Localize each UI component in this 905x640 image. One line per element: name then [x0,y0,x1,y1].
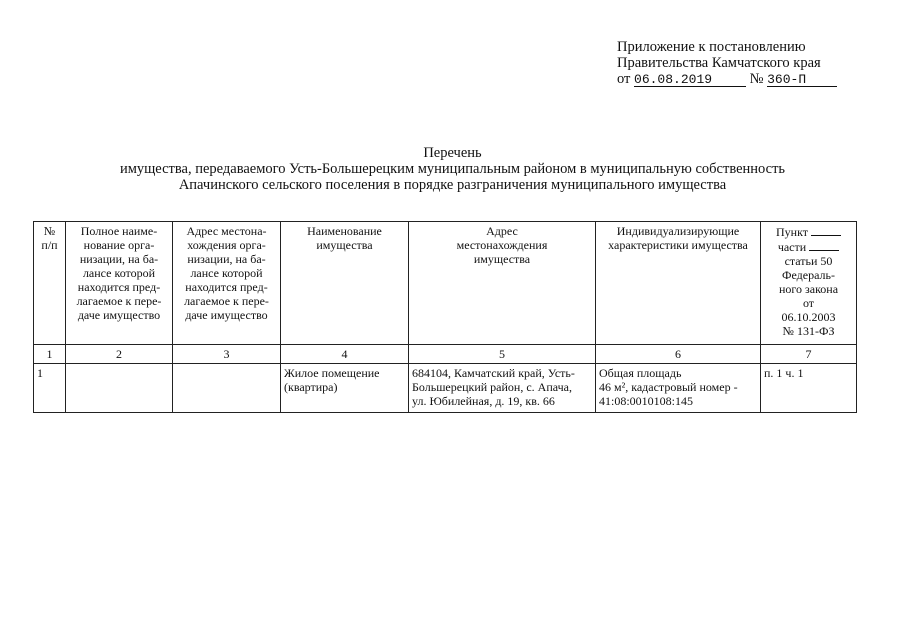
column-number: 3 [173,345,281,364]
header-row [34,222,857,345]
header-text-line: Адрес [486,224,518,238]
header-text-line: местонахождения [456,238,548,252]
date-field [634,71,746,87]
header-text-line: имущества [316,238,373,252]
clause-label-4: Федераль- [782,268,835,282]
document-title: Перечень [423,145,482,161]
cell-text-line: ул. Юбилейная, д. 19, кв. 66 [412,394,555,408]
header-characteristics [596,222,761,345]
header-text-line: № [43,224,56,238]
cell-text-line: 41:08:0010108:145 [599,394,694,408]
cell-legal-clause: п. 1 ч. 1 [761,364,857,413]
header-text-line: Наименование [307,224,382,238]
cell-property-name [281,364,409,413]
header-legal-clause [761,222,857,345]
document-subtitle-line-1: имущества, передаваемого Усть-Большерецким муниципальным районом в муниципальную собственность [119,161,786,177]
header-text-line: лагаемое к пере- [76,294,162,308]
property-table [33,221,857,413]
cell-text-line: Большерецкий район, с. Апача, [412,380,572,394]
clause-label-7: 06.10.2003 [781,310,836,324]
header-text-line: Индивидуализирующие [616,224,740,238]
header-text-line: низации, на ба- [187,252,266,266]
clause-label-3: статьи 50 [784,254,833,268]
column-number: 2 [66,345,173,364]
appendix-line-1: Приложение к постановлению [617,39,806,55]
header-text-line: находится пред- [77,280,161,294]
clause-blank-1 [811,224,841,236]
header-text-line: низации, на ба- [79,252,159,266]
cell-text-line: (квартира) [284,380,338,394]
header-org-name [66,222,173,345]
appendix-date-line [617,71,837,87]
number-field [767,71,837,87]
header-text-line: лагаемое к пере- [184,294,269,308]
cell-row-number: 1 [34,364,66,413]
header-text-line: находится пред- [185,280,268,294]
clause-label-1: Пункт [775,225,808,239]
document-heading [0,145,905,193]
cell-org-address [173,364,281,413]
column-number: 7 [761,345,857,364]
cell-property-address [409,364,596,413]
cell-text-line: Общая площадь [599,366,682,380]
document-subtitle-line-2: Апачинского сельского поселения в порядке разграничения муниципального имущества [178,177,727,193]
header-text-line: даче имущество [185,308,268,322]
column-number: 6 [596,345,761,364]
header-text-line: хождения орга- [187,238,266,252]
header-text-line: даче имущество [77,308,161,322]
header-property-address [409,222,596,345]
column-number: 4 [281,345,409,364]
number-value: 360-П [767,72,807,87]
table-row [34,364,857,413]
header-text-line: нование орга- [83,238,155,252]
number-prefix: № [749,71,764,87]
header-text-line: имущества [473,252,531,266]
date-prefix: от [617,71,631,87]
header-number [34,222,66,345]
header-text-line: п/п [41,238,58,252]
header-text-line: Адрес местона- [186,224,267,238]
header-text-line: лансе которой [190,266,263,280]
column-number: 5 [409,345,596,364]
column-number-row [34,345,857,364]
clause-label-2: части [777,240,807,254]
cell-text-line: Жилое помещение [284,366,380,380]
clause-label-6: от [802,296,815,310]
cell-text-line: 684104, Камчатский край, Усть- [412,366,575,380]
header-org-address [173,222,281,345]
header-text-line: Полное наиме- [80,224,158,238]
appendix-line-2: Правительства Камчатского края [617,55,821,71]
cell-characteristics [596,364,761,413]
header-text-line: лансе которой [82,266,156,280]
date-value: 06.08.2019 [634,72,713,87]
header-text-line: характеристики имущества [608,238,748,252]
clause-blank-2 [809,239,839,251]
clause-label-5: ного закона [778,282,839,296]
cell-text-line: 46 м², кадастровый номер - [599,380,738,394]
appendix-block [617,39,837,87]
clause-label-8: № 131-ФЗ [782,324,835,338]
column-number: 1 [34,345,66,364]
cell-org-name [66,364,173,413]
header-property-name [281,222,409,345]
